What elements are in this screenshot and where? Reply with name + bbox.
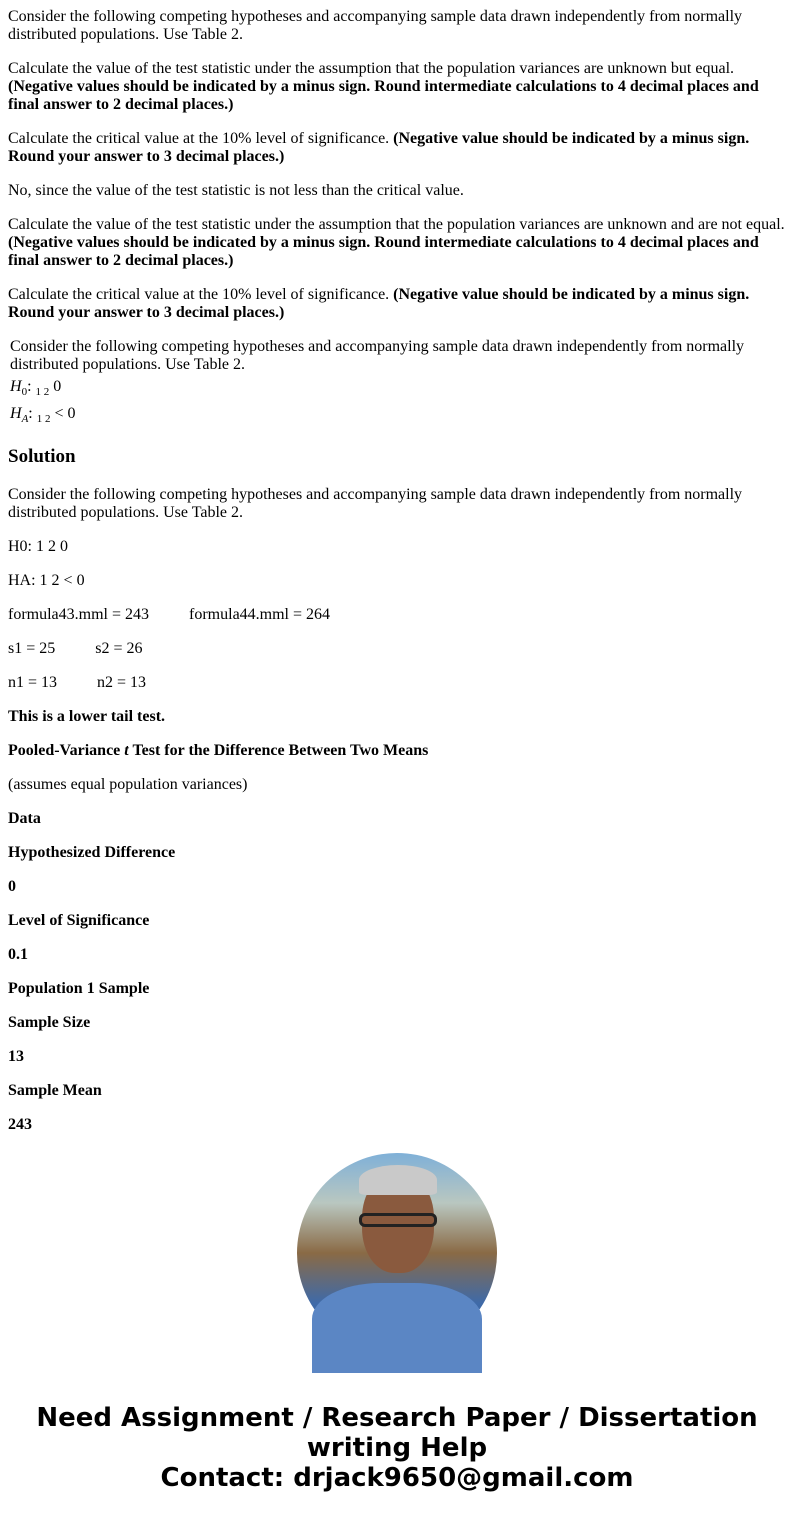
data-item — [8, 1048, 788, 1066]
data-item-text: Sample Size — [8, 1014, 91, 1032]
tutor-photo — [297, 1153, 497, 1353]
question-4 — [8, 216, 788, 270]
assumption-note: (assumes equal population variances) — [8, 776, 248, 794]
n-row — [8, 674, 788, 692]
pooled-a: Pooled-Variance — [8, 742, 125, 760]
data-item-text: Hypothesized Difference — [8, 844, 176, 862]
intro-text: Consider the following competing hypotheses and accompanying sample data drawn independently from normally distributed populations. Use Table 2. — [8, 8, 743, 43]
document-content — [8, 0, 788, 1134]
tail-note — [8, 708, 788, 726]
promo-line-1: Need Assignment / Research Paper / Dissertation writing Help — [36, 1403, 758, 1463]
ha-sub: A — [21, 413, 29, 426]
data-item — [8, 810, 788, 828]
mean-2: formula44.mml = 264 — [189, 606, 331, 624]
alt-hypothesis: $H_A$: $_{1 2}$ < 0 — [10, 405, 76, 426]
h0-sub: 0 — [21, 386, 28, 399]
mean-1: formula43.mml = 243 — [8, 606, 150, 624]
data-item-text: Data — [8, 810, 41, 828]
question-5 — [8, 286, 788, 322]
data-item — [8, 946, 788, 964]
data-item-text: Population 1 Sample — [8, 980, 150, 998]
solution-heading: Solution — [8, 446, 76, 468]
solution-intro: Consider the following competing hypotheses and accompanying sample data drawn independently from normally distributed populations. Use Table 2. — [8, 486, 743, 522]
q2-text: Calculate the critical value at the 10% level of significance. — [8, 130, 390, 147]
data-item — [8, 1116, 788, 1134]
photo-glasses — [359, 1213, 437, 1227]
data-item-text: 0 — [8, 878, 16, 896]
q5-text: Calculate the critical value at the 10% level of significance. — [8, 286, 390, 303]
data-item — [8, 844, 788, 862]
h0-value: 0 — [49, 378, 62, 395]
n-1: n1 = 13 — [8, 674, 58, 692]
promo-contact: Contact: drjack9650@gmail.com — [160, 1463, 634, 1493]
q1-text: Calculate the value of the test statistic under the assumption that the population variances are unknown but equal. — [8, 60, 735, 77]
q1-instructions: (Negative values should be indicated by a minus sign. Round intermediate calculations to 4 decimal places and final answer to 2 decimal places.) — [8, 78, 759, 113]
data-item — [8, 912, 788, 930]
null-hypothesis: $H_0$: $_{1 2}$ 0 — [10, 378, 62, 399]
problem-box — [10, 338, 786, 428]
ha-value: < 0 — [50, 405, 76, 423]
data-item-text: Sample Mean — [8, 1082, 102, 1100]
question-1 — [8, 60, 788, 114]
box-text: Consider the following competing hypotheses and accompanying sample data drawn independently from normally distributed populations. Use Table 2. — [10, 338, 745, 373]
data-item — [8, 878, 788, 896]
sd-row — [8, 640, 788, 658]
solution-ha: HA: 1 2 < 0 — [8, 572, 85, 590]
tail-text: This is a lower tail test. — [8, 708, 166, 726]
data-item — [8, 1014, 788, 1032]
n-2: n2 = 13 — [97, 674, 147, 692]
photo-shirt — [312, 1283, 482, 1373]
means-row — [8, 606, 788, 624]
data-item-text: Level of Significance — [8, 912, 150, 930]
pooled-t: t — [124, 742, 129, 760]
data-item-text: 243 — [8, 1116, 32, 1134]
h-symbol: H — [10, 378, 22, 395]
q4-instructions: (Negative values should be indicated by a minus sign. Round intermediate calculations to 4 decimal places and final answer to 2 decimal places.) — [8, 234, 759, 269]
data-item — [8, 1082, 788, 1100]
sd-2: s2 = 26 — [95, 640, 143, 658]
answer-3: No, since the value of the test statistic is not less than the critical value. — [8, 182, 464, 199]
q5-instructions: (Negative value should be indicated by a minus sign. Round your answer to 3 decimal places.) — [8, 286, 750, 321]
solution-h0: H0: 1 2 0 — [8, 538, 68, 556]
data-item-text: 13 — [8, 1048, 24, 1066]
promo-footer — [0, 1403, 794, 1493]
h-symbol: H — [10, 405, 22, 423]
mu-subs: 1 2 — [35, 386, 50, 399]
pooled-title — [8, 742, 788, 760]
pooled-b: Test for the Difference Between Two Means — [128, 742, 429, 760]
q2-instructions: (Negative value should be indicated by a minus sign. Round your answer to 3 decimal places.) — [8, 130, 750, 165]
q4-text: Calculate the value of the test statistic under the assumption that the population variances are unknown and are not equal. — [8, 216, 785, 233]
mu-subs: 1 2 — [36, 413, 51, 426]
photo-hair — [359, 1165, 437, 1195]
data-item-text: 0.1 — [8, 946, 28, 964]
sd-1: s1 = 25 — [8, 640, 56, 658]
question-2 — [8, 130, 788, 166]
data-item — [8, 980, 788, 998]
